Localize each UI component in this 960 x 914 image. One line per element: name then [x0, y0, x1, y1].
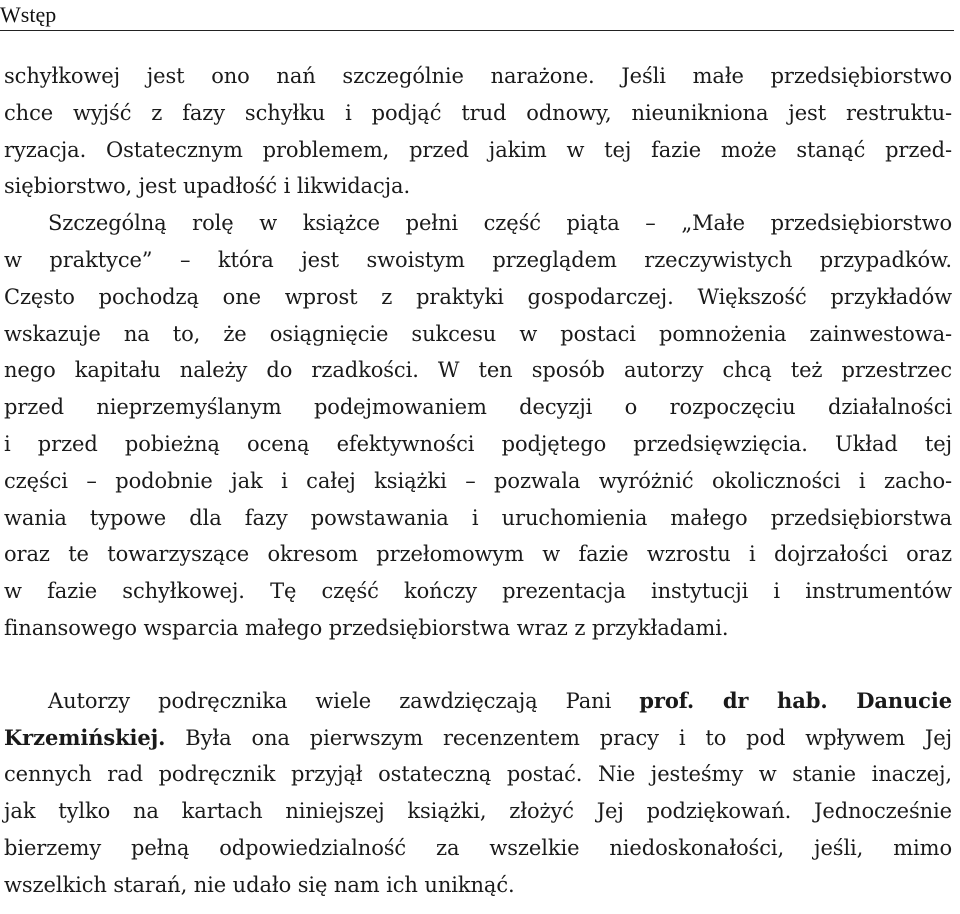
text-line: Często pochodzą one wprost z praktyki gospodarczej. Większość przykładów — [4, 284, 952, 309]
text-line: przed nieprzemyślanym podejmowaniem decyzji o rozpoczęciu działalności — [4, 395, 952, 420]
text-line: jak tylko na kartach niniejszej książki, złożyć Jej podziękowań. Jednocześnie — [4, 799, 952, 824]
reviewer-name-bold: prof. dr hab. Danucie — [639, 687, 953, 713]
text-run: Była ona pierwszym recenzentem pracy i to pod wpływem Jej — [165, 725, 952, 750]
text-line: chce wyjść z fazy schyłku i podjąć trud odnowy, nieunikniona jest restruktu- — [4, 100, 952, 125]
text-line: części – podobnie jak i całej książki – pozwala wyróżnić okoliczności i zacho- — [4, 468, 952, 493]
text-line: i przed pobieżną oceną efektywności podjętego przedsięwzięcia. Układ tej — [4, 431, 952, 456]
text-line: wszelkich starań, nie udało się nam ich uniknąć. — [4, 872, 515, 897]
text-line: Szczególną rolę w książce pełni część piąta – „Małe przedsiębiorstwo — [48, 211, 952, 236]
running-header — [0, 0, 954, 31]
text-line: schyłkowej jest ono nań szczególnie narażone. Jeśli małe przedsiębiorstwo — [4, 64, 952, 88]
text-line: oraz te towarzyszące okresom przełomowym w fazie wzrostu i dojrzałości oraz — [4, 542, 952, 567]
page-body — [4, 58, 952, 904]
paragraph-spacer — [4, 647, 952, 683]
reviewer-surname-bold: Krzemińskiej. — [4, 724, 166, 750]
text-line: wania typowe dla fazy powstawania i uruchomienia małego przedsiębiorstwa — [4, 505, 952, 530]
text-line: finansowego wsparcia małego przedsiębiorstwa wraz z przykładami. — [4, 615, 729, 640]
text-line: nego kapitału należy do rzadkości. W ten sposób autorzy chcą też przestrzec — [4, 358, 952, 383]
text-run: Autorzy podręcznika wiele zawdzięczają Pani — [48, 688, 640, 713]
text-line: cennych rad podręcznik przyjął ostateczną postać. Nie jesteśmy w stanie inaczej, — [4, 762, 952, 787]
text-line: w fazie schyłkowej. Tę część kończy prezentacja instytucji i instrumentów — [4, 579, 952, 604]
paragraph-2 — [4, 205, 952, 647]
text-line: wskazuje na to, że osiągnięcie sukcesu w postaci pomnożenia zainwestowa- — [4, 321, 952, 346]
text-line: ryzacja. Ostatecznym problemem, przed jakim w tej fazie może stanąć przed- — [4, 137, 952, 162]
header-title: Wstęp — [0, 2, 57, 27]
text-line: bierzemy pełną odpowiedzialność za wszelkie niedoskonałości, jeśli, mimo — [4, 835, 952, 860]
text-line: w praktyce” – która jest swoistym przeglądem rzeczywistych przypadków. — [4, 247, 952, 272]
text-line — [4, 720, 952, 757]
paragraph-3-acknowledgements — [4, 683, 952, 904]
text-line — [4, 683, 952, 720]
text-line: siębiorstwo, jest upadłość i likwidacja. — [4, 174, 411, 199]
paragraph-1 — [4, 58, 952, 205]
